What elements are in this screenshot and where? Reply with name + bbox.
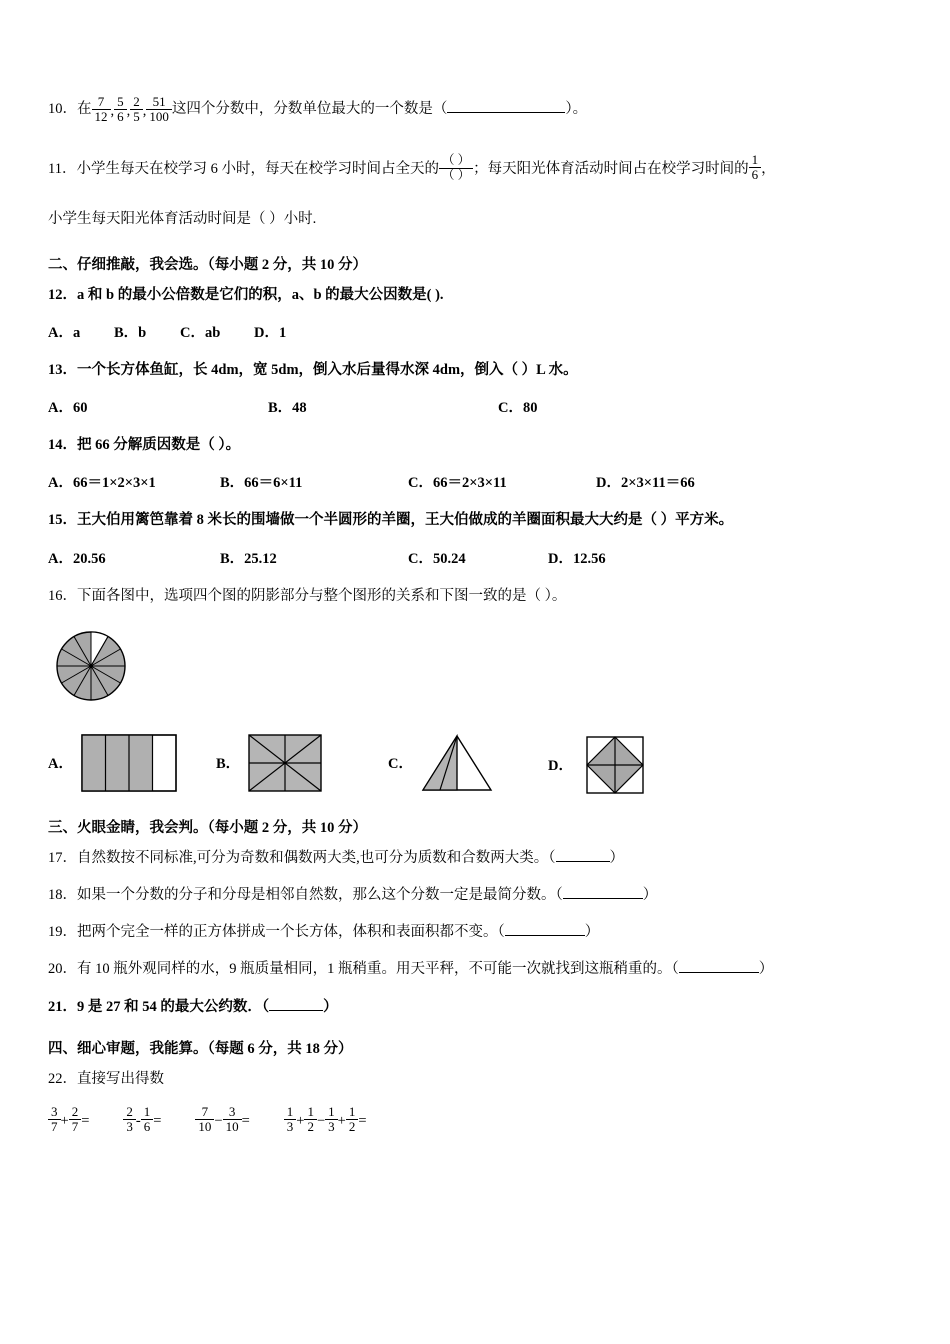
calc3-eq: = bbox=[241, 1112, 250, 1129]
q19-text: 把两个完全一样的正方体拼成一个长方体，体积和表面积都不变。（ bbox=[77, 924, 505, 941]
q10-fraction-list: $\frac{7}{12}$ , $\frac{5}{6}$ , $\frac{2}{5}$ , $\frac{51}{100}$ bbox=[92, 95, 172, 125]
q15-option-a[interactable]: A．20.56 bbox=[48, 550, 106, 567]
q13-number: 13． bbox=[48, 362, 77, 379]
q14-stem: 把 66 分解质因数是（ ）。 bbox=[77, 437, 241, 454]
q16-choice-d-label: D． bbox=[548, 758, 573, 775]
document-content bbox=[48, 95, 906, 1135]
q14-option-b[interactable]: B．66＝6×11 bbox=[220, 475, 303, 492]
question-12 bbox=[48, 284, 906, 307]
q16-choice-d[interactable] bbox=[548, 734, 655, 796]
calc-item-1 bbox=[48, 1105, 89, 1135]
q21-number: 21． bbox=[48, 998, 77, 1015]
fraction-5-6: $\frac{5}{6}$ bbox=[114, 95, 127, 125]
q12-option-a[interactable]: A．a bbox=[48, 325, 81, 342]
question-21 bbox=[48, 996, 906, 1019]
q17-number: 17． bbox=[48, 849, 77, 866]
q11-number: 11． bbox=[48, 160, 77, 177]
q19-number: 19． bbox=[48, 924, 77, 941]
question-13 bbox=[48, 359, 906, 382]
q19-tail: ） bbox=[584, 924, 600, 941]
q10-prefix: 在 bbox=[77, 101, 92, 118]
calc-item-4 bbox=[284, 1105, 367, 1135]
q16-choice-figures bbox=[48, 734, 906, 810]
question-16-figures bbox=[48, 622, 906, 812]
question-10 bbox=[48, 95, 906, 125]
calc4-op2: − bbox=[316, 1112, 326, 1129]
q15-option-b[interactable]: B．25.12 bbox=[220, 550, 277, 567]
question-18 bbox=[48, 884, 906, 907]
q16-choice-c[interactable] bbox=[388, 734, 493, 792]
q10-answer-blank[interactable] bbox=[447, 98, 565, 113]
q13-option-c[interactable]: C．80 bbox=[498, 400, 538, 417]
section-4-heading: 四、细心审题，我能算。（每题 6 分，共 18 分） bbox=[48, 1040, 353, 1057]
q11-text-d: 小学生每天阳光体育活动时间是（ ）小时. bbox=[48, 211, 317, 228]
calc2-eq: = bbox=[153, 1112, 162, 1129]
calc1-frac-2-7: $\frac{2}{7}$ bbox=[69, 1105, 82, 1135]
question-14-options bbox=[48, 471, 906, 493]
q10-suffix: 这四个分数中，分数单位最大的一个数是（ bbox=[171, 101, 448, 118]
q21-tail: ） bbox=[323, 998, 338, 1015]
calc2-frac-1-6: $\frac{1}{6}$ bbox=[141, 1105, 154, 1135]
q13-stem: 一个长方体鱼缸，长 4dm，宽 5dm，倒入水后量得水深 4dm，倒入（ ）L 水。 bbox=[77, 362, 578, 379]
q18-text: 如果一个分数的分子和分母是相邻自然数，那么这个分数一定是最简分数。（ bbox=[77, 886, 563, 903]
calc4-op1: + bbox=[296, 1112, 305, 1129]
calc1-eq: = bbox=[81, 1112, 90, 1129]
q15-stem: 王大伯用篱笆靠着 8 米长的围墙做一个半圆形的羊圈，王大伯做成的羊圈面积最大大约是（ ）平方米。 bbox=[77, 512, 734, 529]
q21-answer-blank[interactable] bbox=[269, 996, 323, 1011]
q16-stem: 下面各图中，选项四个图的阴影部分与整个图形的关系和下图一致的是（ ）。 bbox=[77, 587, 567, 604]
triangle-parts-svg bbox=[421, 734, 493, 792]
rectangle-strips-svg bbox=[81, 734, 177, 792]
q17-tail: ） bbox=[609, 849, 624, 866]
q18-number: 18． bbox=[48, 886, 77, 903]
question-13-options bbox=[48, 396, 906, 418]
q15-option-d[interactable]: D．12.56 bbox=[548, 550, 606, 567]
q21-text: 9 是 27 和 54 的最大公约数．（ bbox=[77, 998, 270, 1015]
calc4-frac-1-3-b: $\frac{1}{3}$ bbox=[325, 1105, 338, 1135]
q14-option-a[interactable]: A．66＝1×2×3×1 bbox=[48, 475, 156, 492]
q12-option-d[interactable]: D．1 bbox=[254, 325, 287, 342]
q18-answer-blank[interactable] bbox=[563, 884, 643, 899]
shaded-pie-figure bbox=[53, 628, 129, 709]
calc3-frac-7-10: $\frac{7}{10}$ bbox=[195, 1105, 214, 1135]
q12-option-c[interactable]: C．ab bbox=[180, 325, 221, 342]
question-19 bbox=[48, 921, 906, 944]
calc4-frac-1-2-b: $\frac{1}{2}$ bbox=[346, 1105, 359, 1135]
q11-fraction-1-6: $\frac{1}{6}$ bbox=[749, 153, 762, 183]
q14-option-c[interactable]: C．66＝2×3×11 bbox=[408, 475, 507, 492]
q20-number: 20． bbox=[48, 961, 77, 978]
question-14 bbox=[48, 434, 906, 457]
calc-item-2 bbox=[123, 1105, 161, 1135]
q19-answer-blank[interactable] bbox=[505, 921, 585, 936]
question-11 bbox=[48, 153, 906, 183]
q13-option-b[interactable]: B．48 bbox=[268, 400, 307, 417]
fraction-2-5: $\frac{2}{5}$ bbox=[130, 95, 143, 125]
q12-number: 12． bbox=[48, 286, 77, 303]
section-2-heading: 二、仔细推敲，我会选。（每小题 2 分，共 10 分） bbox=[48, 256, 367, 273]
diamond-square-svg bbox=[581, 734, 655, 796]
calc4-frac-1-3-a: $\frac{1}{3}$ bbox=[284, 1105, 297, 1135]
q13-option-a[interactable]: A．60 bbox=[48, 400, 88, 417]
q18-tail: ） bbox=[642, 886, 658, 903]
calc4-op3: + bbox=[337, 1112, 346, 1129]
q20-tail: ） bbox=[758, 961, 774, 978]
fraction-51-100: $\frac{51}{100}$ bbox=[146, 95, 172, 125]
calc3-op1: − bbox=[214, 1112, 223, 1129]
question-17 bbox=[48, 847, 906, 870]
calc3-frac-3-10: $\frac{3}{10}$ bbox=[223, 1105, 242, 1135]
square-triangles-svg bbox=[248, 734, 322, 792]
calc4-eq: = bbox=[358, 1112, 367, 1129]
q17-text: 自然数按不同标准,可分为奇数和偶数两大类,也可分为质数和合数两大类。（ bbox=[77, 849, 556, 866]
q17-answer-blank[interactable] bbox=[556, 847, 610, 862]
q14-option-d[interactable]: D．2×3×11＝66 bbox=[596, 475, 695, 492]
calc4-frac-1-2-a: $\frac{1}{2}$ bbox=[304, 1105, 317, 1135]
question-12-options bbox=[48, 321, 906, 343]
calc-item-3 bbox=[195, 1105, 249, 1135]
q11-text-b: ；每天阳光体育活动时间占在校学习时间的 bbox=[473, 160, 749, 177]
calc2-op1: - bbox=[135, 1112, 141, 1129]
question-22 bbox=[48, 1068, 906, 1091]
q16-number: 16． bbox=[48, 587, 77, 604]
q14-number: 14． bbox=[48, 437, 77, 454]
fraction-7-12: $\frac{7}{12}$ bbox=[92, 95, 111, 125]
q12-stem: a 和 b 的最小公倍数是它们的积，a、b 的最大公因数是( ). bbox=[77, 286, 444, 303]
q10-number: 10． bbox=[48, 101, 77, 118]
pie-svg bbox=[53, 628, 129, 704]
question-22-calculations bbox=[48, 1105, 906, 1135]
q22-text: 直接写出得数 bbox=[77, 1070, 164, 1087]
calc1-op1: + bbox=[60, 1112, 69, 1129]
question-11-continued bbox=[48, 208, 906, 230]
q15-option-c[interactable]: C．50.24 bbox=[408, 550, 466, 567]
q22-number: 22． bbox=[48, 1070, 77, 1087]
question-16 bbox=[48, 585, 906, 608]
calc2-frac-2-3: $\frac{2}{3}$ bbox=[123, 1105, 136, 1135]
q11-blank-fraction[interactable]: $\frac{( )}{( )}$ bbox=[439, 154, 473, 183]
q15-number: 15． bbox=[48, 512, 77, 529]
q20-text: 有 10 瓶外观同样的水，9 瓶质量相同，1 瓶稍重。用天平秤，不可能一次就找到这瓶稍重的。（ bbox=[77, 961, 679, 978]
question-15-options bbox=[48, 547, 906, 569]
q16-choice-b[interactable] bbox=[216, 734, 322, 792]
question-20 bbox=[48, 958, 906, 981]
q20-answer-blank[interactable] bbox=[679, 959, 759, 974]
q10-tail: ）。 bbox=[565, 101, 588, 118]
q16-choice-b-label: B． bbox=[216, 756, 241, 773]
q16-choice-c-label: C． bbox=[388, 756, 413, 773]
q16-choice-a[interactable] bbox=[48, 734, 177, 792]
q12-option-b[interactable]: B．b bbox=[114, 325, 147, 342]
question-15 bbox=[48, 509, 906, 532]
section-3-heading: 三、火眼金睛，我会判。（每小题 2 分，共 10 分） bbox=[48, 819, 367, 836]
calc1-frac-3-7: $\frac{3}{7}$ bbox=[48, 1105, 61, 1135]
q11-text-c: ， bbox=[761, 160, 776, 177]
q16-choice-a-label: A． bbox=[48, 756, 73, 773]
q11-text-a: 小学生每天在校学习 6 小时，每天在校学习时间占全天的 bbox=[76, 160, 439, 177]
